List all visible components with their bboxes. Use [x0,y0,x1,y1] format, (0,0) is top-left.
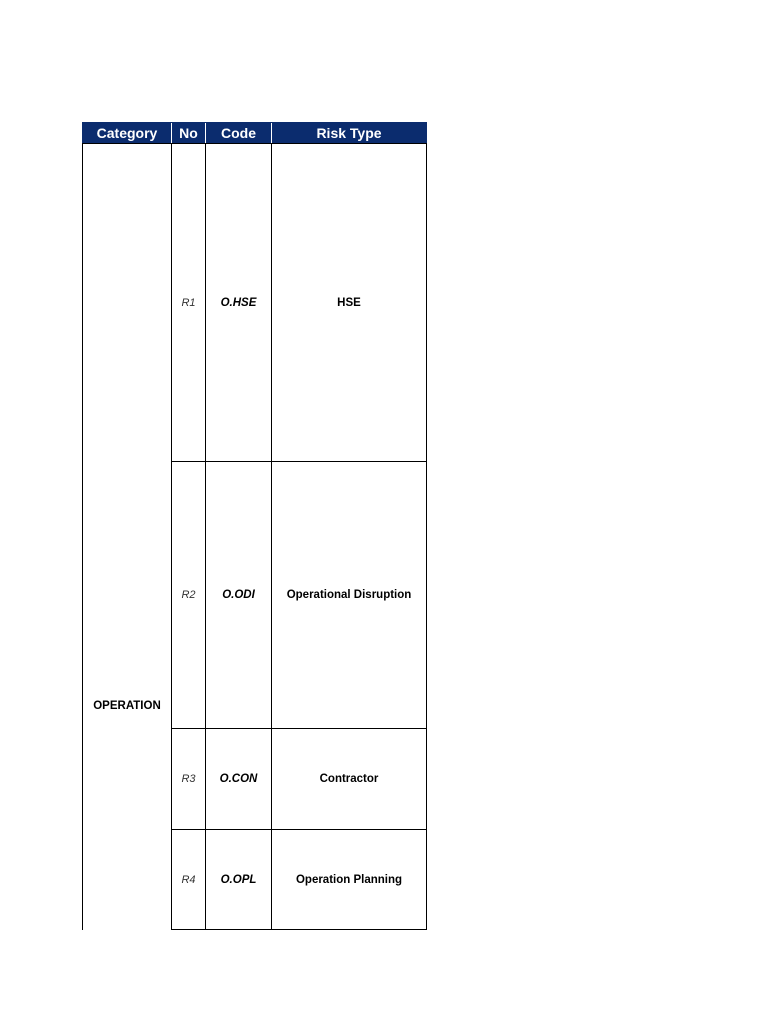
risk-type: Operational Disruption [272,462,427,729]
risk-code: O.HSE [206,144,272,462]
category-cell: OPERATION [83,144,172,930]
risk-type: Contractor [272,729,427,830]
row-number: R3 [172,729,206,830]
risk-code: O.CON [206,729,272,830]
risk-type: HSE [272,144,427,462]
row-number: R2 [172,462,206,729]
header-no: No [172,123,206,144]
risk-type: Operation Planning [272,830,427,930]
risk-code: O.OPL [206,830,272,930]
row-number: R4 [172,830,206,930]
header-category: Category [83,123,172,144]
table-row [83,144,427,462]
header-risk-type: Risk Type [272,123,427,144]
row-number: R1 [172,144,206,462]
table-header-row [83,123,427,144]
risk-table [82,122,427,930]
risk-code: O.ODI [206,462,272,729]
header-code: Code [206,123,272,144]
